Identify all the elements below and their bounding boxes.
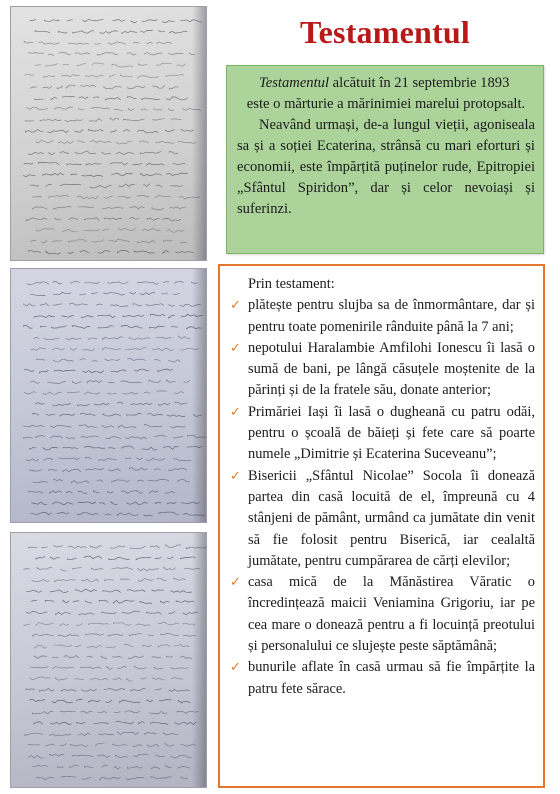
- handwriting-line: [35, 402, 187, 406]
- handwriting-line: [23, 424, 185, 428]
- handwriting-line: [26, 688, 190, 691]
- handwriting-line: [30, 700, 191, 703]
- page-shadow: [192, 533, 206, 787]
- handwriting-line: [31, 380, 190, 384]
- manuscript-photo-1: [10, 6, 207, 261]
- handwriting-line: [27, 458, 192, 461]
- handwriting-line: [24, 622, 195, 626]
- list-item: [230, 657, 535, 700]
- handwriting-line: [24, 435, 208, 439]
- handwriting-line: [36, 228, 184, 232]
- handwriting-line: [31, 292, 180, 295]
- handwriting-line: [33, 479, 190, 483]
- handwriting-line: [31, 666, 189, 669]
- handwriting-line: [30, 19, 202, 23]
- summary-paragraph-2: Neavând urmași, de-a lungul vieții, agoniseala sa și a soției Ecaterina, strânsă cu mari eforturi și economii, este împărțită puținelor rude, Epitropiei „Sfântul Spiridon”, dar și celor nevoiași și suferinzi.: [237, 117, 535, 217]
- handwriting-line: [24, 567, 200, 571]
- checkmark-icon: ✓: [230, 404, 241, 420]
- handwriting-line: [25, 74, 184, 78]
- handwriting-line: [30, 446, 202, 450]
- handwriting-line: [25, 118, 181, 122]
- handwriting-line: [34, 96, 187, 100]
- manuscript-photo-2: [10, 268, 207, 523]
- checkmark-icon: ✓: [230, 575, 241, 591]
- handwriting-line: [33, 195, 200, 199]
- handwriting-line: [28, 281, 198, 284]
- handwriting-line: [34, 721, 196, 725]
- summary-italic-title: Testamentul: [259, 75, 330, 91]
- bequests-list: [230, 295, 535, 700]
- handwriting-line: [35, 63, 186, 67]
- summary-box: [226, 65, 544, 254]
- bequests-box: [218, 264, 545, 788]
- summary-paragraph-1-end: este o mărturie a mărinimiei marelui protopsalt.: [246, 96, 526, 112]
- handwriting-line: [34, 314, 203, 318]
- handwriting-line: [31, 600, 194, 603]
- handwriting-line: [36, 777, 187, 780]
- handwriting-line: [24, 303, 201, 306]
- checkmark-icon: ✓: [230, 298, 241, 314]
- list-item-text: casa mică de la Mănăstirea Văratic o încredințează maicii Veniamina Grigoriu, iar pe cea mare o donează pentru a fi locuință preotului și personalului ce slujește peste săptămână;: [248, 574, 535, 655]
- handwriting-line: [26, 129, 194, 133]
- manuscript-photo-3: [10, 532, 207, 788]
- handwriting-line: [24, 162, 185, 165]
- handwriting-line: [31, 239, 187, 243]
- handwriting-line: [35, 644, 189, 648]
- handwriting-line: [25, 732, 178, 736]
- handwriting-line: [23, 173, 187, 177]
- handwriting-line: [35, 30, 187, 33]
- handwriting-line: [29, 52, 195, 55]
- list-item: [230, 295, 535, 338]
- handwriting-line: [33, 765, 190, 769]
- list-item-text: bunurile aflate în casă urmau să fie împărțite la patru fete sărace.: [248, 659, 535, 697]
- handwriting-line: [32, 206, 185, 210]
- list-item: [230, 338, 535, 402]
- page-title: Testamentul: [300, 14, 470, 50]
- handwriting-line: [26, 611, 198, 615]
- handwriting-line: [36, 556, 195, 560]
- handwriting-line: [32, 502, 200, 505]
- handwriting-line: [30, 677, 183, 681]
- handwriting-line: [35, 656, 192, 659]
- checkmark-icon: ✓: [230, 660, 241, 676]
- list-item-text: nepotului Haralambie Amfilohi Ionescu îi lasă o sumă de bani, pe lângă căsuțele moștenite de la părinți și de la fratele său, donate anterior;: [248, 339, 535, 399]
- list-item-text: Primăriei Iași îi lasă o dugheană cu patru odăi, pentru o școală de băieți și fete care să poarte numele „Dimitrie și Ecaterina Suceveanu”;: [248, 403, 535, 463]
- handwriting-line: [26, 218, 181, 222]
- checkmark-icon: ✓: [230, 468, 241, 484]
- list-item-text: plătește pentru slujba sa de înmormântare, dar și pentru toate pomenirile rânduite până la 7 ani;: [248, 297, 535, 335]
- handwriting-line: [25, 391, 184, 394]
- handwriting-line: [24, 325, 202, 328]
- handwriting-line: [24, 41, 172, 44]
- handwriting-line: [33, 711, 199, 714]
- list-item: [230, 402, 535, 466]
- handwriting-line: [30, 184, 182, 188]
- handwriting-line: [27, 107, 201, 111]
- handwriting-line: [30, 468, 187, 472]
- list-item: [230, 572, 535, 657]
- handwriting-line: [27, 590, 192, 593]
- handwriting-line: [32, 578, 186, 582]
- handwriting-line: [25, 369, 173, 373]
- handwriting-line: [33, 413, 202, 417]
- handwriting-line: [31, 348, 199, 352]
- handwriting-line: [36, 358, 180, 362]
- handwriting-line: [31, 512, 205, 516]
- handwriting-strokes: [11, 269, 207, 523]
- checkmark-icon: ✓: [230, 340, 241, 356]
- handwriting-line: [29, 151, 178, 155]
- handwriting-line: [28, 545, 207, 549]
- handwriting-line: [33, 336, 190, 340]
- list-item: [230, 466, 535, 572]
- handwriting-line: [35, 140, 196, 144]
- bequests-intro: Prin testament:: [248, 276, 335, 292]
- summary-paragraph-1: [237, 73, 535, 94]
- summary-date-text: alcătuit în 21 septembrie 1893: [329, 75, 510, 91]
- handwriting-line: [28, 491, 175, 494]
- handwriting-line: [28, 743, 196, 747]
- handwriting-line: [30, 85, 178, 89]
- handwriting-strokes: [11, 7, 207, 261]
- list-item-text: Bisericii „Sfântul Nicolae” Socola îi donează partea din casă locuită de el, împreună cu 4 stânjeni de pământ, urmând ca jumătate din venit să fie folosit pentru Biserică, iar cealaltă jumătate, pentru cumpărarea de cărți elevilor;: [248, 467, 535, 569]
- handwriting-line: [29, 250, 194, 254]
- handwriting-line: [28, 754, 191, 758]
- handwriting-line: [33, 633, 196, 636]
- page-shadow: [192, 269, 206, 522]
- handwriting-strokes: [11, 533, 207, 788]
- page-shadow: [192, 7, 206, 260]
